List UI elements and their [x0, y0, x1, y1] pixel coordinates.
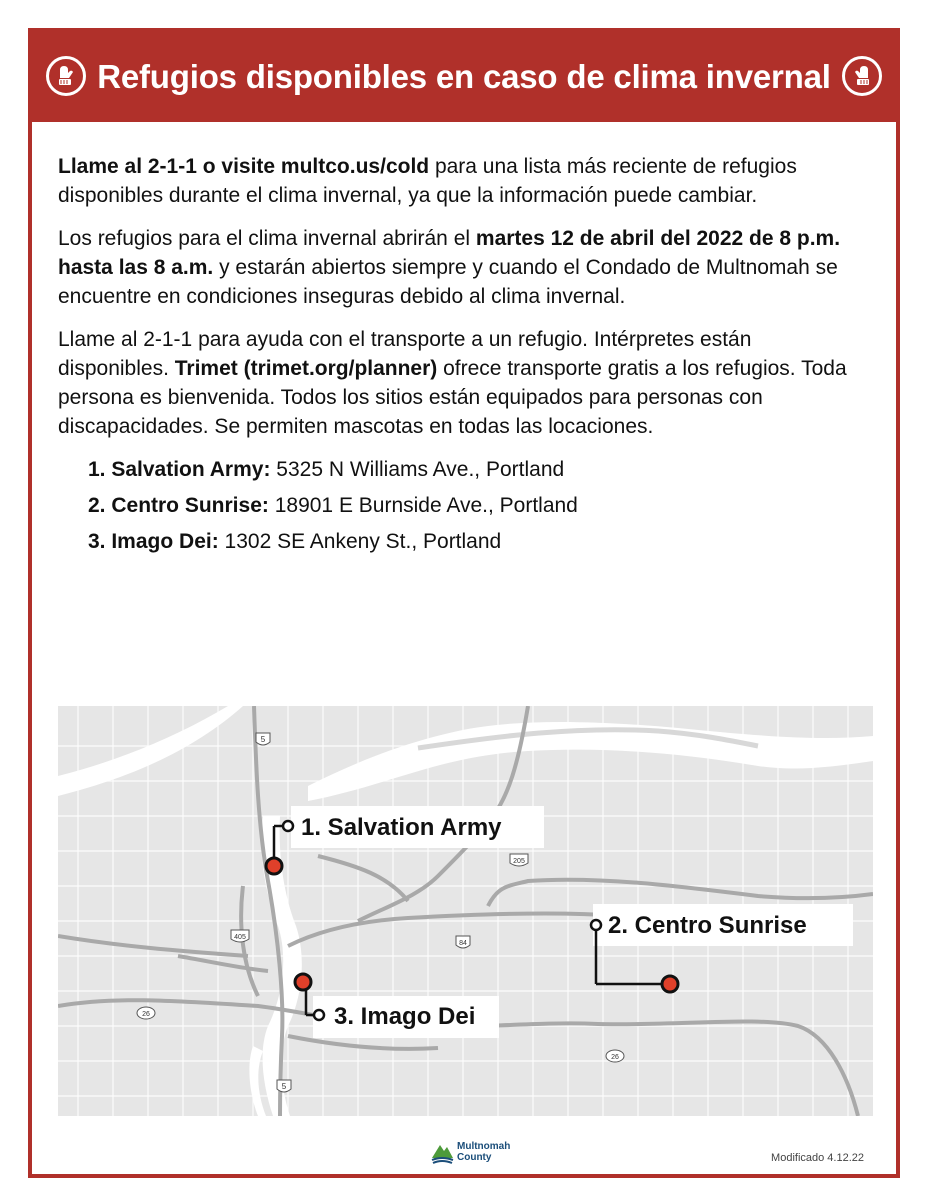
logo-line-1: Multnomah	[457, 1141, 511, 1152]
schedule-pre: Los refugios para el clima invernal abrirán el	[58, 227, 476, 250]
modified-date: Modificado 4.12.22	[771, 1152, 864, 1164]
shelter-map[interactable]	[58, 706, 873, 1116]
body-content	[58, 152, 858, 563]
schedule-date: martes 12 de abril del 2022 de 8 p.m. hasta las 8 a.m.	[58, 227, 841, 279]
transport-pre: Llame al 2-1-1 para ayuda con el transporte a un refugio. Intérpretes están disponibles.	[58, 328, 752, 380]
schedule-paragraph	[58, 224, 858, 311]
shelter-address: 5325 N Williams Ave., Portland	[270, 458, 565, 481]
marker-centro-sunrise[interactable]	[591, 904, 853, 992]
shelter-name: 1. Salvation Army:	[88, 458, 271, 481]
intro-paragraph	[58, 152, 858, 210]
centro-sunrise-label: 2. Centro Sunrise	[608, 912, 807, 939]
imago-dei-label: 3. Imago Dei	[334, 1003, 476, 1030]
transport-paragraph	[58, 325, 858, 441]
multnomah-county-logo	[430, 1140, 510, 1164]
transport-post: ofrece transporte gratis a los refugios. Toda persona es bienvenida. Todos los sitios están equipados para personas con discapacidades. Se permiten mascotas en todas las locaciones.	[58, 357, 847, 438]
page-title: Refugios disponibles en caso de clima invernal	[97, 58, 831, 95]
shelter-name: 2. Centro Sunrise:	[88, 494, 269, 517]
us-26-shield: 26	[142, 1011, 150, 1018]
shelter-name: 3. Imago Dei:	[88, 530, 219, 553]
title-banner	[32, 32, 896, 122]
salvation-army-label: 1. Salvation Army	[301, 814, 502, 841]
marker-imago-dei[interactable]	[295, 974, 499, 1038]
interstate-405-shield: 405	[234, 934, 246, 941]
mitten-icon	[842, 56, 882, 96]
mountain-logo-icon	[430, 1140, 454, 1164]
interstate-5-shield: 5	[281, 1082, 287, 1091]
interstate-205-shield: 205	[513, 858, 525, 865]
marker-salvation-army[interactable]	[266, 806, 544, 874]
logo-line-2: County	[457, 1152, 492, 1163]
interstate-5-shield: 5	[260, 735, 266, 744]
mitten-icon	[46, 56, 86, 96]
list-item	[88, 455, 858, 484]
shelter-list	[88, 455, 858, 556]
intro-rest: para una lista más reciente de refugios disponibles durante el clima invernal, ya que la información puede cambiar.	[58, 155, 797, 207]
interstate-84-shield: 84	[459, 940, 467, 947]
list-item	[88, 527, 858, 556]
intro-lead: Llame al 2-1-1 o visite multco.us/cold	[58, 155, 430, 178]
schedule-post: y estarán abiertos siempre y cuando el Condado de Multnomah se encuentre en condiciones inseguras debido al clima invernal.	[58, 256, 838, 308]
trimet-link[interactable]: Trimet (trimet.org/planner)	[174, 357, 438, 380]
shelter-address: 18901 E Burnside Ave., Portland	[268, 494, 578, 517]
shelter-address: 1302 SE Ankeny St., Portland	[218, 530, 502, 553]
page-frame	[28, 28, 900, 1178]
us-26-shield: 26	[611, 1054, 619, 1061]
upper-river	[58, 706, 243, 796]
list-item	[88, 491, 858, 520]
